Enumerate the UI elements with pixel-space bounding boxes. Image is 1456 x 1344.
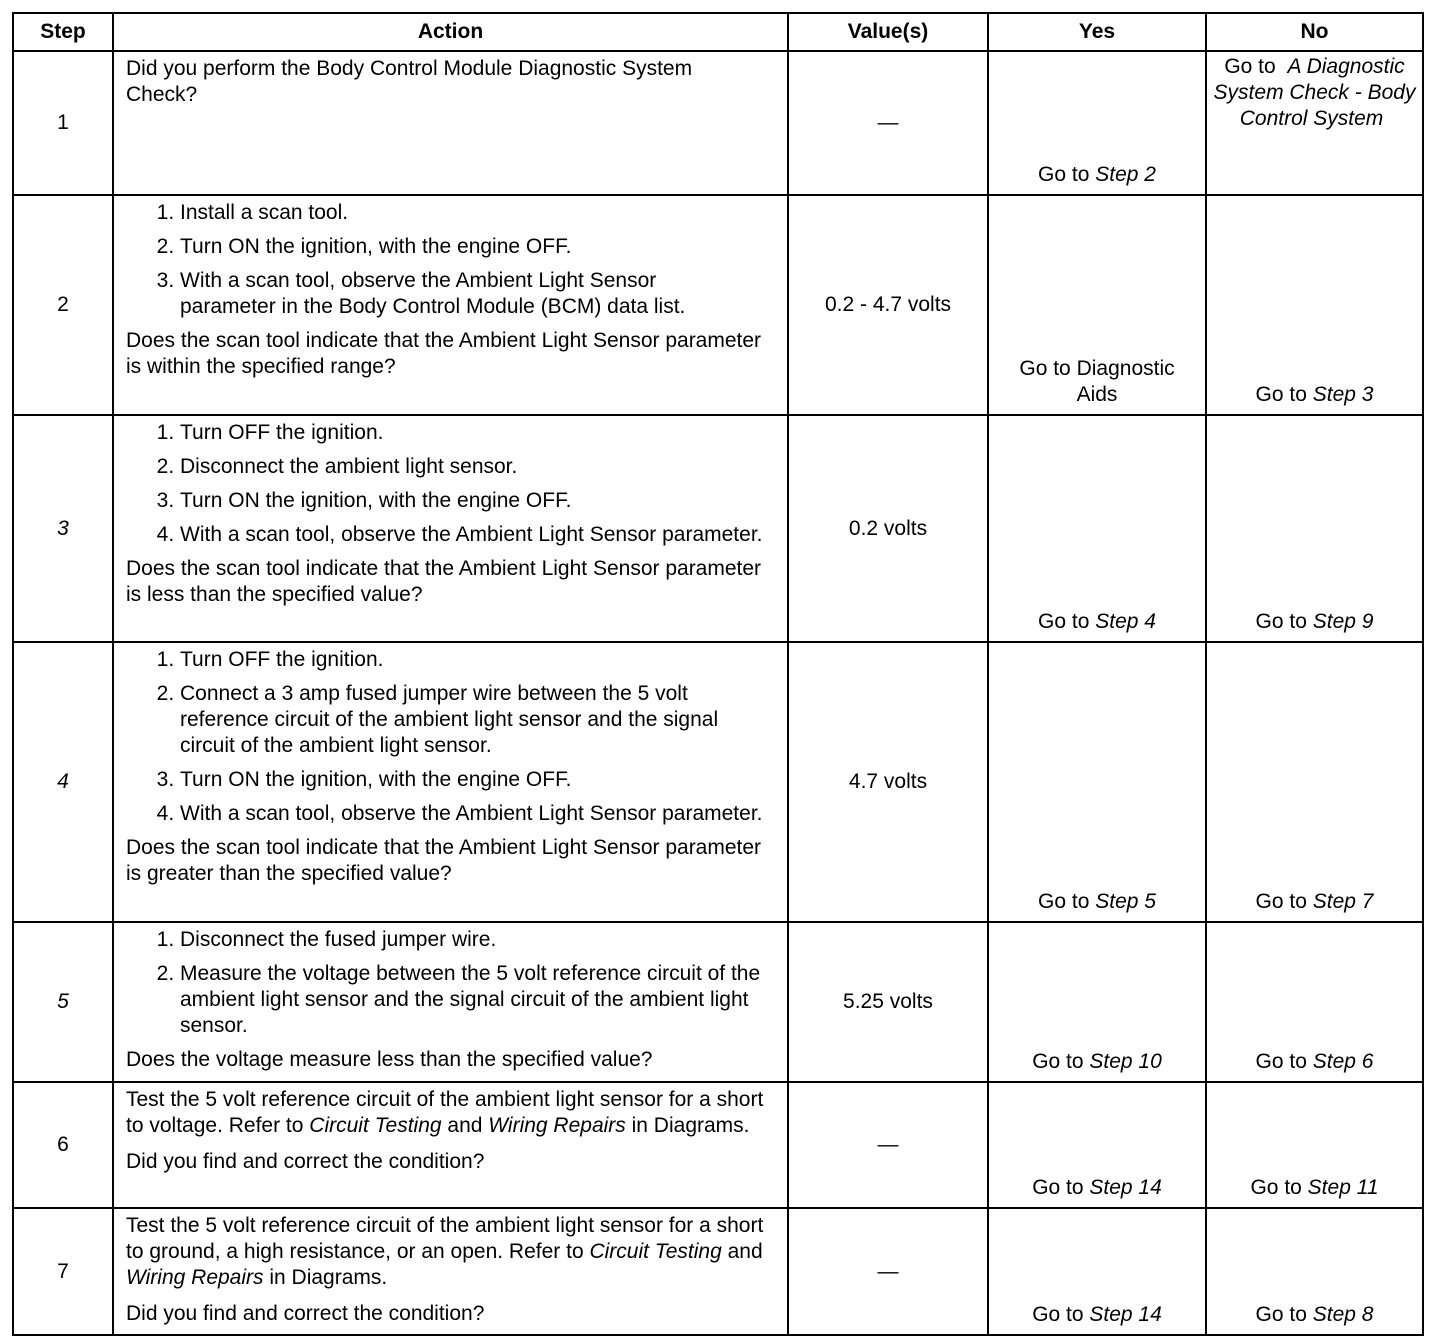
table-row-step-1 (13, 51, 1423, 195)
yes-cell (988, 1208, 1206, 1335)
no-cell (1206, 1082, 1423, 1208)
no-prefix: Go to (1255, 610, 1313, 633)
action-question: Did you find and correct the condition? (126, 1150, 485, 1173)
instruction-text: and (721, 1240, 763, 1263)
yes-step-link[interactable]: Step 5 (1095, 890, 1156, 913)
instruction-text: Test the 5 volt reference circuit of the ambient light sensor for a short to ground, a high resistance, or an open. Refer to (126, 1214, 764, 1263)
action-steps (126, 420, 777, 548)
no-step-link[interactable]: Step 6 (1312, 1050, 1374, 1073)
diagnostic-table (12, 12, 1424, 1336)
action-cell (113, 642, 788, 922)
action-question: Does the scan tool indicate that the Ambient Light Sensor parameter is greater than the specified value? (126, 836, 762, 885)
no-prefix: Go to (1255, 1303, 1313, 1326)
action-question: Did you find and correct the condition? (126, 1302, 485, 1325)
instruction-text: and (441, 1114, 489, 1137)
step-number: 1 (13, 51, 113, 195)
value-cell: 4.7 volts (788, 642, 988, 922)
no-cell (1206, 922, 1423, 1082)
value-cell: — (788, 51, 988, 195)
value-cell: 5.25 volts (788, 922, 988, 1082)
action-steps (126, 200, 777, 320)
circuit-testing-link[interactable]: Circuit Testing (309, 1114, 442, 1137)
action-step-item: 3. Turn ON the ignition, with the engine OFF. (180, 488, 777, 514)
no-prefix: Go to (1255, 383, 1313, 406)
yes-prefix: Go to (1038, 890, 1096, 913)
action-cell (113, 1208, 788, 1335)
action-step-item: 3. With a scan tool, observe the Ambient Light Sensor parameter in the Body Control Module (BCM) data list. (180, 268, 777, 320)
wiring-repairs-link[interactable]: Wiring Repairs (126, 1266, 264, 1289)
header-yes: Yes (988, 13, 1206, 51)
instruction-text: in Diagrams. (625, 1114, 750, 1137)
circuit-testing-link[interactable]: Circuit Testing (589, 1240, 722, 1263)
no-step-link[interactable]: Step 3 (1312, 383, 1374, 406)
action-question: Does the scan tool indicate that the Ambient Light Sensor parameter is less than the specified value? (126, 557, 762, 606)
action-question: Did you perform the Body Control Module Diagnostic System Check? (126, 57, 693, 106)
table-row-step-6 (13, 1082, 1423, 1208)
value-cell: — (788, 1208, 988, 1335)
action-cell (113, 1082, 788, 1208)
step-number: 7 (13, 1208, 113, 1335)
header-action: Action (113, 13, 788, 51)
wiring-repairs-link[interactable]: Wiring Repairs (488, 1114, 626, 1137)
action-question: Does the scan tool indicate that the Ambient Light Sensor parameter is within the specified range? (126, 329, 762, 378)
no-prefix: Go to (1250, 1176, 1308, 1199)
yes-prefix: Go to (1032, 1176, 1090, 1199)
yes-step-link[interactable]: Step 14 (1089, 1303, 1162, 1326)
no-step-link[interactable]: Step 7 (1312, 890, 1374, 913)
action-step-item: 1. Install a scan tool. (180, 200, 777, 226)
no-step-link[interactable]: Step 9 (1312, 610, 1374, 633)
no-step-link[interactable]: Step 11 (1307, 1176, 1379, 1199)
no-cell (1206, 415, 1423, 642)
action-cell (113, 415, 788, 642)
action-step-item: 2. Connect a 3 amp fused jumper wire between the 5 volt reference circuit of the ambient light sensor and the signal circuit of the ambient light sensor. (180, 681, 777, 759)
no-step-link[interactable]: Step 8 (1312, 1303, 1374, 1326)
table-row-step-7 (13, 1208, 1423, 1335)
value-cell: — (788, 1082, 988, 1208)
action-steps (126, 927, 777, 1039)
yes-prefix: Go to (1038, 610, 1096, 633)
yes-prefix: Go to (1032, 1050, 1090, 1073)
no-cell (1206, 195, 1423, 415)
yes-step-link[interactable]: Step 14 (1089, 1176, 1162, 1199)
header-no: No (1206, 13, 1423, 51)
instruction-text: in Diagrams. (263, 1266, 388, 1289)
no-cell (1206, 1208, 1423, 1335)
yes-step-link[interactable]: Step 2 (1095, 163, 1156, 186)
action-instruction (126, 1087, 777, 1139)
header-step: Step (13, 13, 113, 51)
instruction-text: Test the 5 volt reference circuit of the ambient light sensor for a short to voltage. Refer to (126, 1088, 764, 1137)
action-cell (113, 51, 788, 195)
table-row-step-2 (13, 195, 1423, 415)
no-prefix: Go to (1224, 55, 1282, 78)
table-row-step-5 (13, 922, 1423, 1082)
yes-prefix: Go to (1038, 163, 1096, 186)
no-prefix: Go to (1255, 890, 1313, 913)
no-step-link[interactable]: A Diagnostic System Check - Body Control System (1213, 55, 1416, 130)
no-cell (1206, 642, 1423, 922)
step-number: 5 (13, 922, 113, 1082)
yes-step-link[interactable]: Step 10 (1089, 1050, 1162, 1073)
yes-cell[interactable]: Go to Diagnostic Aids (988, 195, 1206, 415)
yes-cell (988, 922, 1206, 1082)
action-step-item: 1. Disconnect the fused jumper wire. (180, 927, 777, 953)
no-prefix: Go to (1255, 1050, 1313, 1073)
action-step-item: 1. Turn OFF the ignition. (180, 420, 777, 446)
step-number: 6 (13, 1082, 113, 1208)
yes-cell (988, 415, 1206, 642)
header-row (13, 13, 1423, 51)
action-cell (113, 195, 788, 415)
action-step-item: 2. Measure the voltage between the 5 volt reference circuit of the ambient light sensor and the signal circuit of the ambient light sensor. (180, 961, 777, 1039)
action-cell (113, 922, 788, 1082)
step-number: 2 (13, 195, 113, 415)
step-number: 4 (13, 642, 113, 922)
table-row-step-4 (13, 642, 1423, 922)
yes-step-link[interactable]: Step 4 (1095, 610, 1156, 633)
action-step-item: 4. With a scan tool, observe the Ambient Light Sensor parameter. (180, 801, 777, 827)
action-step-item: 3. Turn ON the ignition, with the engine OFF. (180, 767, 777, 793)
yes-prefix: Go to (1032, 1303, 1090, 1326)
action-step-item: 4. With a scan tool, observe the Ambient Light Sensor parameter. (180, 522, 777, 548)
action-step-item: 1. Turn OFF the ignition. (180, 647, 777, 673)
action-step-item: 2. Disconnect the ambient light sensor. (180, 454, 777, 480)
table-row-step-3 (13, 415, 1423, 642)
value-cell: 0.2 volts (788, 415, 988, 642)
action-steps (126, 647, 777, 827)
action-step-item: 2. Turn ON the ignition, with the engine OFF. (180, 234, 777, 260)
yes-cell (988, 1082, 1206, 1208)
value-cell: 0.2 - 4.7 volts (788, 195, 988, 415)
header-values: Value(s) (788, 13, 988, 51)
action-question: Does the voltage measure less than the specified value? (126, 1048, 653, 1071)
step-number: 3 (13, 415, 113, 642)
action-instruction (126, 1213, 777, 1291)
no-cell (1206, 51, 1423, 195)
yes-cell (988, 642, 1206, 922)
yes-cell (988, 51, 1206, 195)
